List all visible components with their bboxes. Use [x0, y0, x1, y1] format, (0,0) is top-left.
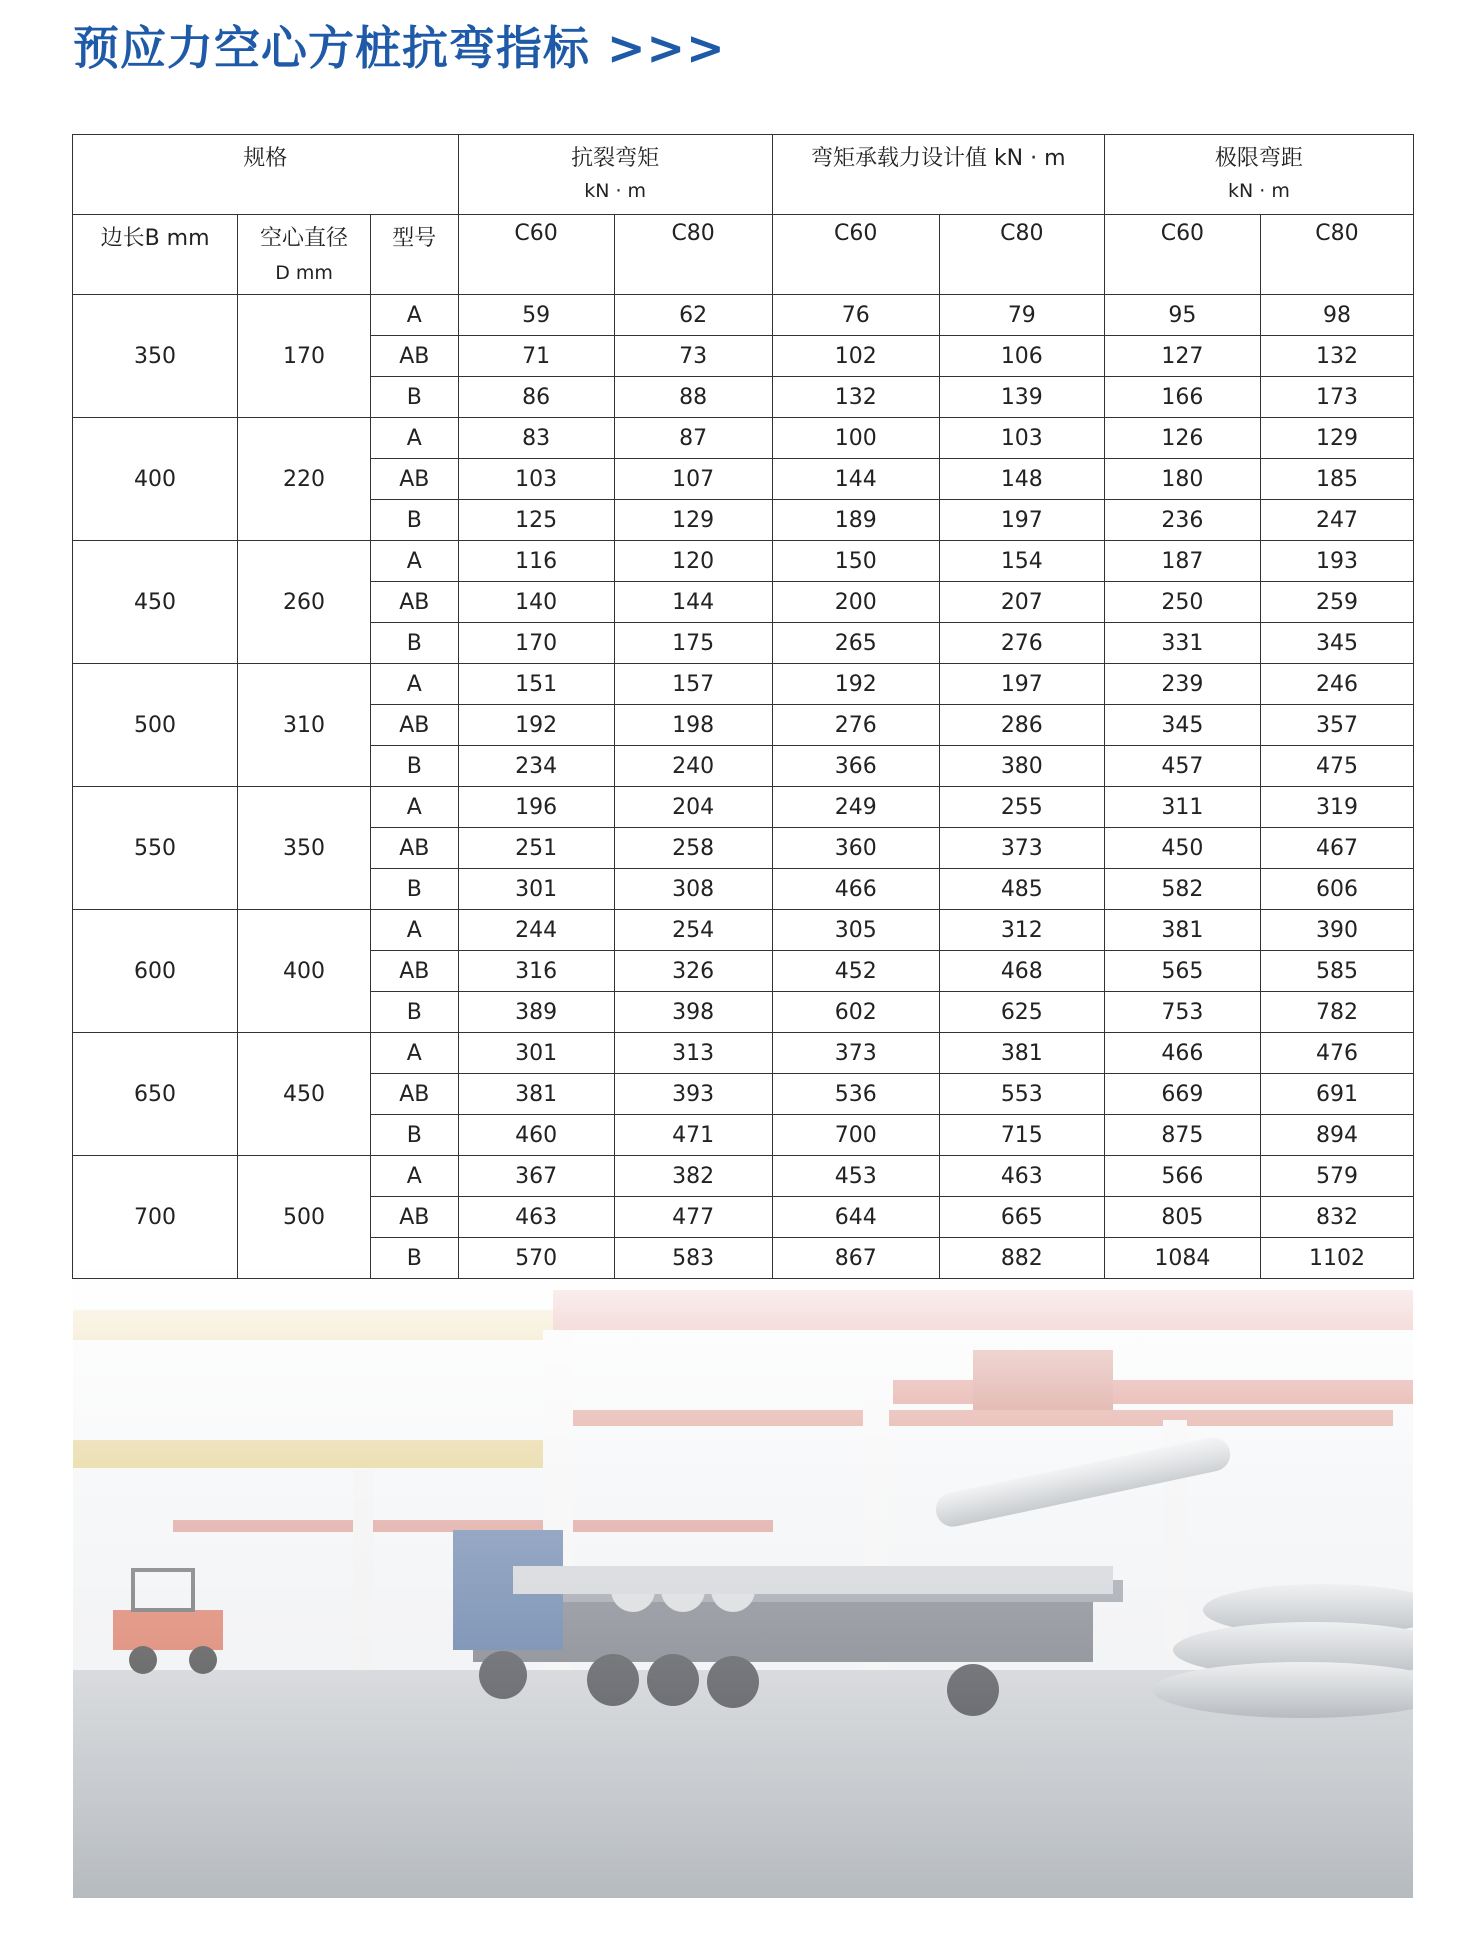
side-length-cell: 700 — [73, 1156, 238, 1279]
ultimate-c80-cell: 782 — [1260, 992, 1413, 1033]
crack-c60-cell: 151 — [458, 664, 614, 705]
crack-c80-cell: 477 — [614, 1197, 772, 1238]
design-c60-cell: 144 — [772, 459, 939, 500]
model-cell: B — [370, 1238, 458, 1279]
ultimate-c80-cell: 691 — [1260, 1074, 1413, 1115]
ultimate-c60-cell: 450 — [1104, 828, 1260, 869]
hollow-diameter-header: 空心直径 D mm — [238, 215, 371, 295]
ultimate-c60-cell: 127 — [1104, 336, 1260, 377]
ultimate-c60-cell: 565 — [1104, 951, 1260, 992]
design-c80-cell: 197 — [939, 664, 1104, 705]
design-c60-cell: 276 — [772, 705, 939, 746]
ultimate-c60-cell: 753 — [1104, 992, 1260, 1033]
design-c80-cell: 197 — [939, 500, 1104, 541]
crack-c80-cell: 88 — [614, 377, 772, 418]
model-cell: A — [370, 910, 458, 951]
design-c60-cell: 366 — [772, 746, 939, 787]
design-moment-header: 弯矩承载力设计值 kN · m — [772, 135, 1104, 215]
crack-c80-cell: 107 — [614, 459, 772, 500]
model-cell: B — [370, 623, 458, 664]
side-length-cell: 450 — [73, 541, 238, 664]
ultimate-c60-cell: 1084 — [1104, 1238, 1260, 1279]
ultimate-c60-cell: 457 — [1104, 746, 1260, 787]
design-c80-cell: 207 — [939, 582, 1104, 623]
ultimate-c80-cell: 476 — [1260, 1033, 1413, 1074]
crack-c80-cell: 87 — [614, 418, 772, 459]
crack-c60-cell: 316 — [458, 951, 614, 992]
ultimate-moment-unit: kN · m — [1228, 180, 1290, 202]
ultimate-c60-cell: 236 — [1104, 500, 1260, 541]
design-c80-cell: 106 — [939, 336, 1104, 377]
ultimate-c60-cell: 381 — [1104, 910, 1260, 951]
crack-c80-cell: 157 — [614, 664, 772, 705]
model-cell: A — [370, 1033, 458, 1074]
design-c60-cell: 700 — [772, 1115, 939, 1156]
design-c80-cell: 286 — [939, 705, 1104, 746]
ultimate-c80-cell: 129 — [1260, 418, 1413, 459]
design-c60-cell: 100 — [772, 418, 939, 459]
hollow-diameter-cell: 500 — [238, 1156, 371, 1279]
side-length-cell: 550 — [73, 787, 238, 910]
ultimate-c60-cell: 345 — [1104, 705, 1260, 746]
crack-c80-cell: 175 — [614, 623, 772, 664]
design-c80-cell: 380 — [939, 746, 1104, 787]
design-c80-cell: 625 — [939, 992, 1104, 1033]
crack-c60-cell: 83 — [458, 418, 614, 459]
model-cell: AB — [370, 459, 458, 500]
crack-c80-cell: 258 — [614, 828, 772, 869]
ultimate-c80-cell: 467 — [1260, 828, 1413, 869]
design-c80-cell: 381 — [939, 1033, 1104, 1074]
design-c60-cell: 644 — [772, 1197, 939, 1238]
ultimate-c80-cell: 345 — [1260, 623, 1413, 664]
ultimate-c80-cell: 132 — [1260, 336, 1413, 377]
crack-c80-cell: 583 — [614, 1238, 772, 1279]
crack-c80-cell: 62 — [614, 295, 772, 336]
model-cell: A — [370, 418, 458, 459]
factory-photo — [73, 1270, 1413, 1898]
ultimate-c80-cell: 259 — [1260, 582, 1413, 623]
design-c80-cell: 373 — [939, 828, 1104, 869]
crack-c60-cell: 301 — [458, 869, 614, 910]
crack-c60-cell: 116 — [458, 541, 614, 582]
model-cell: AB — [370, 336, 458, 377]
crack-c80-cell: 240 — [614, 746, 772, 787]
model-cell: A — [370, 295, 458, 336]
header-row-columns — [73, 215, 1414, 295]
design-c60-cell: 536 — [772, 1074, 939, 1115]
crack-c60-cell: 192 — [458, 705, 614, 746]
ultimate-c80-cell: 832 — [1260, 1197, 1413, 1238]
model-cell: AB — [370, 1197, 458, 1238]
model-cell: AB — [370, 951, 458, 992]
ultimate-c80-cell: 606 — [1260, 869, 1413, 910]
crack-c60-cell: 196 — [458, 787, 614, 828]
crack-c80-cell: 129 — [614, 500, 772, 541]
crack-c80-cell: 73 — [614, 336, 772, 377]
crack-c80-cell: 326 — [614, 951, 772, 992]
design-c60-cell: 452 — [772, 951, 939, 992]
design-c60-cell: 132 — [772, 377, 939, 418]
model-cell: B — [370, 869, 458, 910]
design-c60-cell: 360 — [772, 828, 939, 869]
ultimate-c60-cell: 250 — [1104, 582, 1260, 623]
design-c80-cell: 154 — [939, 541, 1104, 582]
model-cell: AB — [370, 705, 458, 746]
ultimate-c60-header: C60 — [1104, 215, 1260, 295]
crack-c80-cell: 120 — [614, 541, 772, 582]
crack-c60-cell: 234 — [458, 746, 614, 787]
crack-c60-header: C60 — [458, 215, 614, 295]
model-cell: B — [370, 377, 458, 418]
crack-c60-cell: 125 — [458, 500, 614, 541]
table-row — [73, 787, 1414, 828]
design-c60-cell: 867 — [772, 1238, 939, 1279]
crack-c60-cell: 251 — [458, 828, 614, 869]
design-c80-cell: 715 — [939, 1115, 1104, 1156]
model-cell: AB — [370, 1074, 458, 1115]
ultimate-c80-cell: 390 — [1260, 910, 1413, 951]
table-body — [73, 295, 1414, 1279]
design-c60-cell: 265 — [772, 623, 939, 664]
side-length-cell: 350 — [73, 295, 238, 418]
design-c60-cell: 305 — [772, 910, 939, 951]
hollow-diameter-cell: 310 — [238, 664, 371, 787]
crack-c60-cell: 170 — [458, 623, 614, 664]
model-cell: AB — [370, 828, 458, 869]
ultimate-c60-cell: 466 — [1104, 1033, 1260, 1074]
crack-c60-cell: 103 — [458, 459, 614, 500]
ultimate-c60-cell: 331 — [1104, 623, 1260, 664]
design-c80-cell: 312 — [939, 910, 1104, 951]
model-cell: A — [370, 664, 458, 705]
crack-c80-cell: 393 — [614, 1074, 772, 1115]
crack-c60-cell: 367 — [458, 1156, 614, 1197]
design-c60-cell: 466 — [772, 869, 939, 910]
hollow-diameter-cell: 170 — [238, 295, 371, 418]
crack-moment-unit: kN · m — [584, 180, 647, 202]
ultimate-c80-cell: 193 — [1260, 541, 1413, 582]
ultimate-c80-cell: 319 — [1260, 787, 1413, 828]
ultimate-c80-cell: 185 — [1260, 459, 1413, 500]
design-c80-cell: 139 — [939, 377, 1104, 418]
design-c60-cell: 200 — [772, 582, 939, 623]
bending-index-table-wrap — [72, 134, 1414, 1279]
side-length-cell: 500 — [73, 664, 238, 787]
crack-c60-cell: 301 — [458, 1033, 614, 1074]
ultimate-c80-cell: 173 — [1260, 377, 1413, 418]
design-c80-cell: 79 — [939, 295, 1104, 336]
spec-header: 规格 — [73, 135, 459, 215]
crack-c60-cell: 71 — [458, 336, 614, 377]
design-c60-cell: 453 — [772, 1156, 939, 1197]
ultimate-c60-cell: 180 — [1104, 459, 1260, 500]
crack-c60-cell: 244 — [458, 910, 614, 951]
model-cell: B — [370, 500, 458, 541]
ultimate-c60-cell: 311 — [1104, 787, 1260, 828]
design-c80-header: C80 — [939, 215, 1104, 295]
ultimate-c80-cell: 247 — [1260, 500, 1413, 541]
model-cell: B — [370, 992, 458, 1033]
design-c60-cell: 102 — [772, 336, 939, 377]
design-c80-cell: 103 — [939, 418, 1104, 459]
ultimate-c60-cell: 187 — [1104, 541, 1260, 582]
table-row — [73, 295, 1414, 336]
model-cell: A — [370, 787, 458, 828]
model-cell: AB — [370, 582, 458, 623]
design-c80-cell: 255 — [939, 787, 1104, 828]
crack-c60-cell: 570 — [458, 1238, 614, 1279]
crack-c80-cell: 382 — [614, 1156, 772, 1197]
crack-c80-cell: 398 — [614, 992, 772, 1033]
crack-c80-cell: 204 — [614, 787, 772, 828]
hollow-diameter-cell: 450 — [238, 1033, 371, 1156]
table-row — [73, 910, 1414, 951]
ultimate-c60-cell: 166 — [1104, 377, 1260, 418]
bending-index-table — [72, 134, 1414, 1279]
crack-c80-cell: 313 — [614, 1033, 772, 1074]
crack-c60-cell: 460 — [458, 1115, 614, 1156]
model-cell: B — [370, 1115, 458, 1156]
page-title: 预应力空心方桩抗弯指标 >>> — [73, 21, 726, 75]
ultimate-c60-cell: 805 — [1104, 1197, 1260, 1238]
crack-c80-cell: 144 — [614, 582, 772, 623]
design-c60-cell: 249 — [772, 787, 939, 828]
hollow-diameter-unit: D mm — [275, 262, 333, 284]
ultimate-c60-cell: 95 — [1104, 295, 1260, 336]
crack-c80-header: C80 — [614, 215, 772, 295]
crack-c80-cell: 254 — [614, 910, 772, 951]
model-header: 型号 — [370, 215, 458, 295]
ultimate-c80-cell: 98 — [1260, 295, 1413, 336]
ultimate-c60-cell: 875 — [1104, 1115, 1260, 1156]
table-row — [73, 541, 1414, 582]
side-length-cell: 400 — [73, 418, 238, 541]
side-length-cell: 650 — [73, 1033, 238, 1156]
ultimate-c80-cell: 357 — [1260, 705, 1413, 746]
model-cell: A — [370, 541, 458, 582]
ultimate-c80-header: C80 — [1260, 215, 1413, 295]
design-c60-cell: 373 — [772, 1033, 939, 1074]
hollow-diameter-cell: 350 — [238, 787, 371, 910]
table-row — [73, 1033, 1414, 1074]
design-c60-header: C60 — [772, 215, 939, 295]
design-c80-cell: 553 — [939, 1074, 1104, 1115]
ultimate-c80-cell: 579 — [1260, 1156, 1413, 1197]
design-c80-cell: 665 — [939, 1197, 1104, 1238]
design-c80-cell: 468 — [939, 951, 1104, 992]
hollow-diameter-cell: 220 — [238, 418, 371, 541]
design-c60-cell: 189 — [772, 500, 939, 541]
ultimate-c60-cell: 582 — [1104, 869, 1260, 910]
table-row — [73, 1156, 1414, 1197]
crack-c60-cell: 381 — [458, 1074, 614, 1115]
ultimate-c60-cell: 126 — [1104, 418, 1260, 459]
ultimate-c60-cell: 239 — [1104, 664, 1260, 705]
design-c80-cell: 148 — [939, 459, 1104, 500]
design-c80-cell: 485 — [939, 869, 1104, 910]
hollow-diameter-cell: 260 — [238, 541, 371, 664]
crack-c80-cell: 308 — [614, 869, 772, 910]
ultimate-c80-cell: 1102 — [1260, 1238, 1413, 1279]
ultimate-c80-cell: 894 — [1260, 1115, 1413, 1156]
crack-c60-cell: 463 — [458, 1197, 614, 1238]
crack-c80-cell: 198 — [614, 705, 772, 746]
crack-c60-cell: 140 — [458, 582, 614, 623]
header-row-groups — [73, 135, 1414, 215]
design-c80-cell: 463 — [939, 1156, 1104, 1197]
table-row — [73, 418, 1414, 459]
side-length-header: 边长B mm — [73, 215, 238, 295]
design-c60-cell: 602 — [772, 992, 939, 1033]
side-length-cell: 600 — [73, 910, 238, 1033]
crack-moment-header: 抗裂弯矩 kN · m — [458, 135, 772, 215]
model-cell: A — [370, 1156, 458, 1197]
ultimate-c60-cell: 566 — [1104, 1156, 1260, 1197]
model-cell: B — [370, 746, 458, 787]
crack-c80-cell: 471 — [614, 1115, 772, 1156]
design-c80-cell: 882 — [939, 1238, 1104, 1279]
crack-c60-cell: 86 — [458, 377, 614, 418]
ultimate-c80-cell: 475 — [1260, 746, 1413, 787]
ultimate-c80-cell: 246 — [1260, 664, 1413, 705]
crack-c60-cell: 389 — [458, 992, 614, 1033]
design-c60-cell: 76 — [772, 295, 939, 336]
design-c60-cell: 192 — [772, 664, 939, 705]
design-c60-cell: 150 — [772, 541, 939, 582]
hollow-diameter-cell: 400 — [238, 910, 371, 1033]
table-row — [73, 664, 1414, 705]
crack-c60-cell: 59 — [458, 295, 614, 336]
ultimate-moment-header: 极限弯距 kN · m — [1104, 135, 1413, 215]
ultimate-c80-cell: 585 — [1260, 951, 1413, 992]
design-c80-cell: 276 — [939, 623, 1104, 664]
ultimate-c60-cell: 669 — [1104, 1074, 1260, 1115]
